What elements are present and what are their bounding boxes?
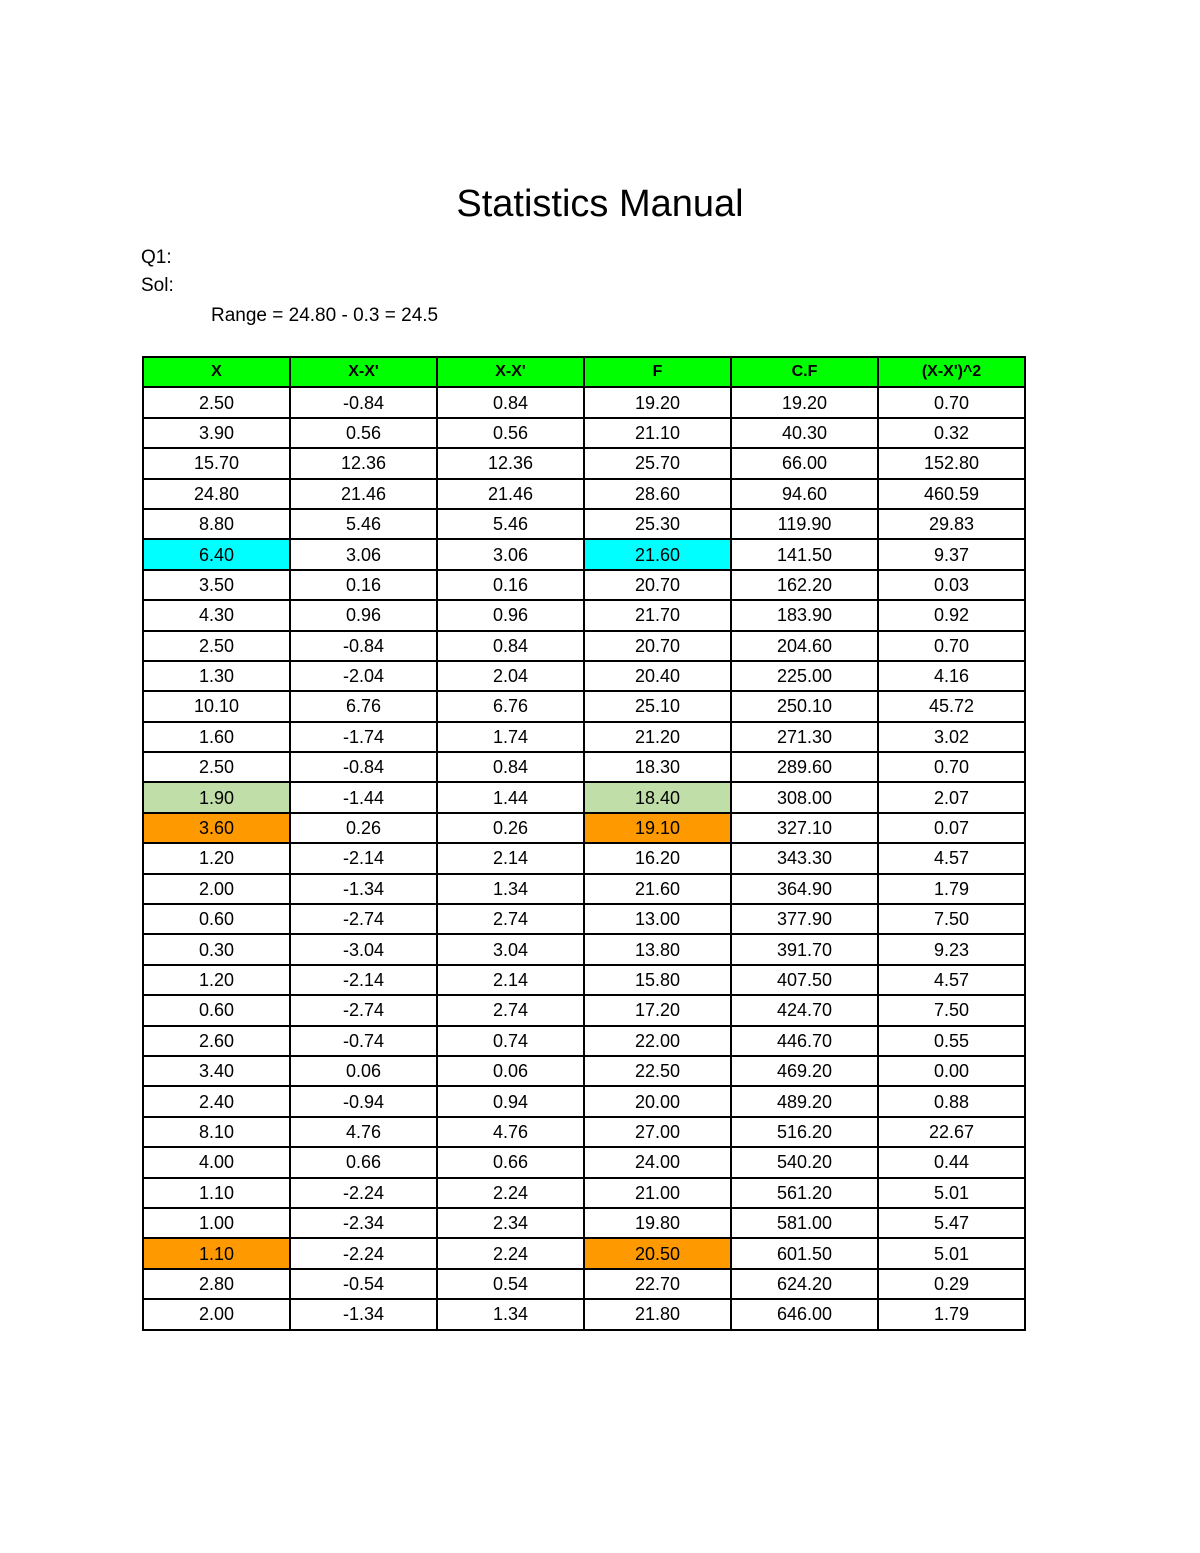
cell-frequency: 21.10 xyxy=(584,418,731,448)
cell-abs-deviation: 0.16 xyxy=(437,570,584,600)
solution-label: Sol: xyxy=(141,275,174,296)
cell-deviation: -0.84 xyxy=(290,387,437,417)
cell-abs-deviation: 2.04 xyxy=(437,661,584,691)
cell-cumulative-frequency: 183.90 xyxy=(731,600,878,630)
cell-cumulative-frequency: 516.20 xyxy=(731,1117,878,1147)
cell-abs-deviation: 5.46 xyxy=(437,509,584,539)
cell-cumulative-frequency: 489.20 xyxy=(731,1086,878,1116)
cell-deviation: -2.14 xyxy=(290,965,437,995)
cell-frequency: 21.70 xyxy=(584,600,731,630)
cell-cumulative-frequency: 624.20 xyxy=(731,1269,878,1299)
cell-deviation: -2.24 xyxy=(290,1238,437,1268)
cell-deviation: 5.46 xyxy=(290,509,437,539)
table-row xyxy=(143,904,1025,934)
cell-cumulative-frequency: 469.20 xyxy=(731,1056,878,1086)
cell-frequency: 19.20 xyxy=(584,387,731,417)
cell-deviation: 0.26 xyxy=(290,813,437,843)
cell-deviation: -2.24 xyxy=(290,1178,437,1208)
cell-squared-deviation: 0.00 xyxy=(878,1056,1025,1086)
cell-squared-deviation: 1.79 xyxy=(878,874,1025,904)
table-row xyxy=(143,631,1025,661)
cell-deviation: 0.66 xyxy=(290,1147,437,1177)
cell-x: 2.40 xyxy=(143,1086,290,1116)
cell-squared-deviation: 2.07 xyxy=(878,782,1025,812)
cell-squared-deviation: 4.57 xyxy=(878,965,1025,995)
cell-abs-deviation: 6.76 xyxy=(437,691,584,721)
cell-squared-deviation: 5.01 xyxy=(878,1238,1025,1268)
cell-cumulative-frequency: 540.20 xyxy=(731,1147,878,1177)
cell-abs-deviation: 2.24 xyxy=(437,1238,584,1268)
cell-frequency: 19.10 xyxy=(584,813,731,843)
cell-x: 1.90 xyxy=(143,782,290,812)
cell-cumulative-frequency: 308.00 xyxy=(731,782,878,812)
cell-frequency: 21.80 xyxy=(584,1299,731,1329)
cell-cumulative-frequency: 289.60 xyxy=(731,752,878,782)
cell-deviation: 12.36 xyxy=(290,448,437,478)
page-title: Statistics Manual xyxy=(456,183,744,225)
cell-abs-deviation: 0.26 xyxy=(437,813,584,843)
cell-frequency: 25.30 xyxy=(584,509,731,539)
cell-frequency: 20.00 xyxy=(584,1086,731,1116)
cell-x: 4.30 xyxy=(143,600,290,630)
cell-x: 2.00 xyxy=(143,1299,290,1329)
cell-abs-deviation: 1.34 xyxy=(437,1299,584,1329)
cell-x: 2.00 xyxy=(143,874,290,904)
cell-squared-deviation: 1.79 xyxy=(878,1299,1025,1329)
cell-abs-deviation: 2.24 xyxy=(437,1178,584,1208)
cell-frequency: 20.50 xyxy=(584,1238,731,1268)
header-squared-deviation: (X-X')^2 xyxy=(878,357,1025,387)
cell-frequency: 21.00 xyxy=(584,1178,731,1208)
cell-squared-deviation: 29.83 xyxy=(878,509,1025,539)
cell-deviation: 21.46 xyxy=(290,479,437,509)
cell-deviation: 0.56 xyxy=(290,418,437,448)
table-row xyxy=(143,934,1025,964)
cell-abs-deviation: 2.74 xyxy=(437,904,584,934)
cell-frequency: 16.20 xyxy=(584,843,731,873)
cell-x: 8.10 xyxy=(143,1117,290,1147)
cell-deviation: 0.06 xyxy=(290,1056,437,1086)
cell-squared-deviation: 22.67 xyxy=(878,1117,1025,1147)
cell-deviation: 4.76 xyxy=(290,1117,437,1147)
cell-frequency: 17.20 xyxy=(584,995,731,1025)
cell-x: 3.90 xyxy=(143,418,290,448)
table-row xyxy=(143,479,1025,509)
cell-deviation: -2.74 xyxy=(290,904,437,934)
cell-abs-deviation: 3.04 xyxy=(437,934,584,964)
cell-frequency: 27.00 xyxy=(584,1117,731,1147)
table-row xyxy=(143,1269,1025,1299)
table-row xyxy=(143,1086,1025,1116)
table-row xyxy=(143,843,1025,873)
cell-squared-deviation: 0.92 xyxy=(878,600,1025,630)
cell-x: 0.60 xyxy=(143,995,290,1025)
question-label: Q1: xyxy=(141,247,172,268)
cell-deviation: -2.14 xyxy=(290,843,437,873)
cell-cumulative-frequency: 66.00 xyxy=(731,448,878,478)
table-row xyxy=(143,448,1025,478)
cell-squared-deviation: 9.37 xyxy=(878,539,1025,569)
cell-frequency: 21.60 xyxy=(584,539,731,569)
table-row xyxy=(143,418,1025,448)
cell-x: 3.50 xyxy=(143,570,290,600)
cell-abs-deviation: 1.44 xyxy=(437,782,584,812)
cell-frequency: 25.70 xyxy=(584,448,731,478)
cell-abs-deviation: 2.14 xyxy=(437,843,584,873)
cell-abs-deviation: 2.74 xyxy=(437,995,584,1025)
cell-x: 2.50 xyxy=(143,631,290,661)
cell-cumulative-frequency: 446.70 xyxy=(731,1026,878,1056)
header-x: X xyxy=(143,357,290,387)
table-row xyxy=(143,1147,1025,1177)
cell-frequency: 22.00 xyxy=(584,1026,731,1056)
cell-abs-deviation: 0.96 xyxy=(437,600,584,630)
cell-deviation: -0.94 xyxy=(290,1086,437,1116)
table-row xyxy=(143,509,1025,539)
cell-frequency: 22.50 xyxy=(584,1056,731,1086)
cell-x: 10.10 xyxy=(143,691,290,721)
cell-deviation: -3.04 xyxy=(290,934,437,964)
cell-abs-deviation: 0.84 xyxy=(437,752,584,782)
cell-deviation: -2.34 xyxy=(290,1208,437,1238)
cell-cumulative-frequency: 377.90 xyxy=(731,904,878,934)
cell-squared-deviation: 4.16 xyxy=(878,661,1025,691)
cell-x: 2.50 xyxy=(143,387,290,417)
table-body xyxy=(143,387,1025,1329)
cell-abs-deviation: 3.06 xyxy=(437,539,584,569)
cell-abs-deviation: 1.74 xyxy=(437,722,584,752)
cell-squared-deviation: 152.80 xyxy=(878,448,1025,478)
cell-cumulative-frequency: 327.10 xyxy=(731,813,878,843)
cell-x: 2.60 xyxy=(143,1026,290,1056)
header-frequency: F xyxy=(584,357,731,387)
cell-cumulative-frequency: 601.50 xyxy=(731,1238,878,1268)
cell-abs-deviation: 12.36 xyxy=(437,448,584,478)
cell-frequency: 25.10 xyxy=(584,691,731,721)
cell-abs-deviation: 0.94 xyxy=(437,1086,584,1116)
cell-cumulative-frequency: 119.90 xyxy=(731,509,878,539)
header-abs-deviation: X-X' xyxy=(437,357,584,387)
cell-squared-deviation: 0.70 xyxy=(878,387,1025,417)
cell-abs-deviation: 0.84 xyxy=(437,631,584,661)
cell-cumulative-frequency: 646.00 xyxy=(731,1299,878,1329)
cell-x: 3.40 xyxy=(143,1056,290,1086)
cell-frequency: 20.70 xyxy=(584,570,731,600)
cell-frequency: 24.00 xyxy=(584,1147,731,1177)
cell-frequency: 20.70 xyxy=(584,631,731,661)
cell-abs-deviation: 0.54 xyxy=(437,1269,584,1299)
cell-abs-deviation: 0.74 xyxy=(437,1026,584,1056)
cell-cumulative-frequency: 364.90 xyxy=(731,874,878,904)
cell-frequency: 15.80 xyxy=(584,965,731,995)
table-row xyxy=(143,1026,1025,1056)
cell-cumulative-frequency: 271.30 xyxy=(731,722,878,752)
cell-cumulative-frequency: 391.70 xyxy=(731,934,878,964)
cell-squared-deviation: 0.29 xyxy=(878,1269,1025,1299)
cell-squared-deviation: 45.72 xyxy=(878,691,1025,721)
table-row xyxy=(143,1178,1025,1208)
statistics-table xyxy=(142,356,1026,1331)
cell-frequency: 28.60 xyxy=(584,479,731,509)
cell-frequency: 21.20 xyxy=(584,722,731,752)
cell-squared-deviation: 0.03 xyxy=(878,570,1025,600)
cell-abs-deviation: 2.14 xyxy=(437,965,584,995)
header-deviation: X-X' xyxy=(290,357,437,387)
cell-squared-deviation: 0.70 xyxy=(878,752,1025,782)
cell-x: 0.60 xyxy=(143,904,290,934)
table-row xyxy=(143,570,1025,600)
cell-deviation: -0.74 xyxy=(290,1026,437,1056)
table-row xyxy=(143,1117,1025,1147)
table-row xyxy=(143,813,1025,843)
table-row xyxy=(143,965,1025,995)
cell-x: 24.80 xyxy=(143,479,290,509)
cell-abs-deviation: 0.66 xyxy=(437,1147,584,1177)
cell-cumulative-frequency: 225.00 xyxy=(731,661,878,691)
table-row xyxy=(143,782,1025,812)
cell-x: 3.60 xyxy=(143,813,290,843)
cell-frequency: 20.40 xyxy=(584,661,731,691)
table-row xyxy=(143,387,1025,417)
cell-x: 2.80 xyxy=(143,1269,290,1299)
cell-x: 1.20 xyxy=(143,965,290,995)
cell-cumulative-frequency: 141.50 xyxy=(731,539,878,569)
cell-squared-deviation: 0.32 xyxy=(878,418,1025,448)
cell-cumulative-frequency: 343.30 xyxy=(731,843,878,873)
cell-x: 1.10 xyxy=(143,1178,290,1208)
cell-cumulative-frequency: 424.70 xyxy=(731,995,878,1025)
cell-squared-deviation: 0.70 xyxy=(878,631,1025,661)
table-row xyxy=(143,995,1025,1025)
cell-deviation: 0.96 xyxy=(290,600,437,630)
cell-deviation: -1.34 xyxy=(290,874,437,904)
cell-x: 15.70 xyxy=(143,448,290,478)
cell-x: 1.60 xyxy=(143,722,290,752)
cell-abs-deviation: 0.84 xyxy=(437,387,584,417)
cell-deviation: -0.84 xyxy=(290,752,437,782)
cell-cumulative-frequency: 19.20 xyxy=(731,387,878,417)
cell-cumulative-frequency: 204.60 xyxy=(731,631,878,661)
cell-cumulative-frequency: 250.10 xyxy=(731,691,878,721)
cell-abs-deviation: 21.46 xyxy=(437,479,584,509)
cell-cumulative-frequency: 94.60 xyxy=(731,479,878,509)
cell-abs-deviation: 2.34 xyxy=(437,1208,584,1238)
cell-x: 8.80 xyxy=(143,509,290,539)
cell-x: 2.50 xyxy=(143,752,290,782)
table-row xyxy=(143,1056,1025,1086)
cell-cumulative-frequency: 581.00 xyxy=(731,1208,878,1238)
table-row xyxy=(143,661,1025,691)
cell-abs-deviation: 0.56 xyxy=(437,418,584,448)
cell-frequency: 22.70 xyxy=(584,1269,731,1299)
cell-x: 4.00 xyxy=(143,1147,290,1177)
cell-cumulative-frequency: 40.30 xyxy=(731,418,878,448)
range-formula: Range = 24.80 - 0.3 = 24.5 xyxy=(211,305,439,326)
cell-x: 0.30 xyxy=(143,934,290,964)
table-row xyxy=(143,752,1025,782)
cell-squared-deviation: 0.88 xyxy=(878,1086,1025,1116)
cell-frequency: 21.60 xyxy=(584,874,731,904)
cell-abs-deviation: 4.76 xyxy=(437,1117,584,1147)
cell-frequency: 18.40 xyxy=(584,782,731,812)
cell-frequency: 13.00 xyxy=(584,904,731,934)
table-row xyxy=(143,539,1025,569)
cell-squared-deviation: 9.23 xyxy=(878,934,1025,964)
cell-squared-deviation: 5.01 xyxy=(878,1178,1025,1208)
table-row xyxy=(143,691,1025,721)
cell-frequency: 13.80 xyxy=(584,934,731,964)
header-cumulative-frequency: C.F xyxy=(731,357,878,387)
cell-frequency: 19.80 xyxy=(584,1208,731,1238)
cell-x: 1.10 xyxy=(143,1238,290,1268)
cell-squared-deviation: 0.44 xyxy=(878,1147,1025,1177)
table-row xyxy=(143,1208,1025,1238)
cell-deviation: -2.04 xyxy=(290,661,437,691)
cell-deviation: -1.74 xyxy=(290,722,437,752)
table-header-row xyxy=(143,357,1025,387)
cell-frequency: 18.30 xyxy=(584,752,731,782)
cell-squared-deviation: 5.47 xyxy=(878,1208,1025,1238)
cell-deviation: 3.06 xyxy=(290,539,437,569)
cell-x: 1.20 xyxy=(143,843,290,873)
cell-abs-deviation: 0.06 xyxy=(437,1056,584,1086)
cell-squared-deviation: 7.50 xyxy=(878,995,1025,1025)
cell-squared-deviation: 0.07 xyxy=(878,813,1025,843)
cell-cumulative-frequency: 162.20 xyxy=(731,570,878,600)
cell-deviation: 6.76 xyxy=(290,691,437,721)
table-row xyxy=(143,600,1025,630)
table-row xyxy=(143,874,1025,904)
cell-squared-deviation: 4.57 xyxy=(878,843,1025,873)
table-row xyxy=(143,1238,1025,1268)
cell-deviation: -1.34 xyxy=(290,1299,437,1329)
cell-squared-deviation: 3.02 xyxy=(878,722,1025,752)
cell-squared-deviation: 0.55 xyxy=(878,1026,1025,1056)
cell-squared-deviation: 7.50 xyxy=(878,904,1025,934)
cell-deviation: -0.84 xyxy=(290,631,437,661)
cell-cumulative-frequency: 561.20 xyxy=(731,1178,878,1208)
cell-deviation: -0.54 xyxy=(290,1269,437,1299)
cell-deviation: -1.44 xyxy=(290,782,437,812)
cell-cumulative-frequency: 407.50 xyxy=(731,965,878,995)
table-row xyxy=(143,1299,1025,1329)
cell-x: 1.00 xyxy=(143,1208,290,1238)
cell-x: 1.30 xyxy=(143,661,290,691)
cell-x: 6.40 xyxy=(143,539,290,569)
cell-deviation: 0.16 xyxy=(290,570,437,600)
cell-deviation: -2.74 xyxy=(290,995,437,1025)
cell-squared-deviation: 460.59 xyxy=(878,479,1025,509)
table-row xyxy=(143,722,1025,752)
cell-abs-deviation: 1.34 xyxy=(437,874,584,904)
